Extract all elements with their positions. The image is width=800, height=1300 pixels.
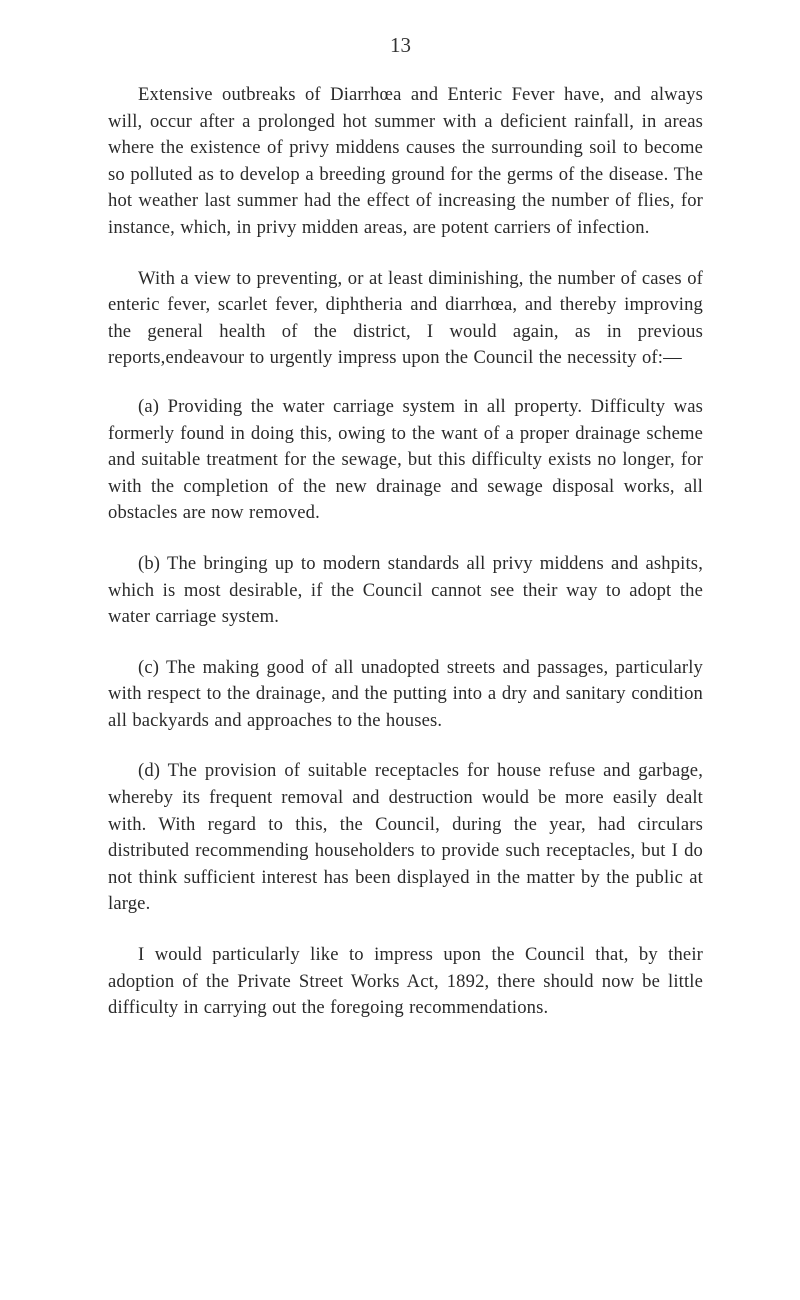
list-item-a: (a) Providing the water carriage system in all property. Difficulty was formerly found in doing this, owing to the want of a proper drainage scheme and suitable treatment for the sewage, but this difficulty exists no longer, for with the completion of the new drainage and sewage disposal works, all obstacles are now removed.	[108, 395, 703, 524]
list-item-d: (d) The provision of suitable receptacles for house refuse and garbage, whereby its frequent removal and destruction would be more easily dealt with. With regard to this, the Council, during the year, had circulars distributed recommending householders to provide such receptacles, but I do not think sufficient interest has been displayed in the matter by the public at large.	[108, 760, 703, 915]
page-number: 13	[390, 33, 411, 57]
paragraph-prevention: With a view to preventing, or at least diminishing, the number of cases of enteric fever, scarlet fever, diphtheria and diarrhœa, and thereby improving the general health of the district, I would again, as in previous reports,endeavour to urgently impress upon the Council the necessity of:—	[108, 267, 703, 369]
list-item-c: (c) The making good of all unadopted streets and passages, particularly with respect to the drainage, and the putting into a dry and sanitary condition all backyards and approaches to the houses.	[108, 656, 703, 731]
paragraph-closing: I would particularly like to impress upon the Council that, by their adoption of the Private Street Works Act, 1892, there should now be little difficulty in carrying out the foregoing recommendations.	[108, 944, 703, 1019]
paragraph-outbreaks: Extensive outbreaks of Diarrhœa and Enteric Fever have, and always will, occur after a prolonged hot summer with a deficient rainfall, in areas where the existence of privy middens causes the surrounding soil to become so polluted as to develop a breeding ground for the germs of the disease. The hot weather last summer had the effect of increasing the number of flies, for instance, which, in privy midden areas, are potent carriers of infection.	[108, 84, 703, 238]
list-item-b: (b) The bringing up to modern standards all privy middens and ashpits, which is most desirable, if the Council cannot see their way to adopt the water carriage system.	[108, 552, 703, 628]
